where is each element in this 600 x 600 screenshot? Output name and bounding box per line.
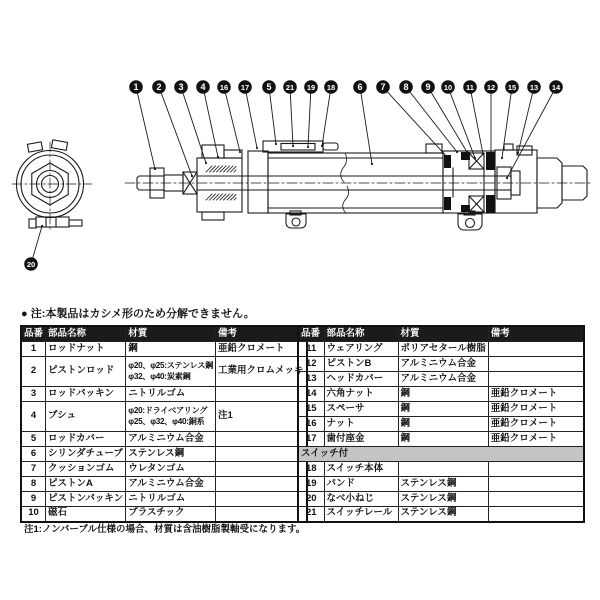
parts-row-11 xyxy=(298,342,584,357)
parts-row-9 xyxy=(21,492,307,507)
part-no: 9 xyxy=(21,492,46,507)
parts-row-13 xyxy=(298,372,584,387)
balloon-number: 4 xyxy=(200,82,206,92)
balloon-number: 11 xyxy=(466,83,474,92)
balloon-number: 14 xyxy=(551,83,561,92)
part-no: 19 xyxy=(298,477,324,492)
material: 鋼 xyxy=(398,402,488,417)
parts-table-right xyxy=(297,325,585,523)
parts-row-7 xyxy=(21,462,307,477)
leader-line xyxy=(203,87,218,157)
parts-row-16 xyxy=(298,417,584,432)
part-name: ピストンB xyxy=(324,357,398,372)
leader-line xyxy=(269,87,276,144)
balloon-20 xyxy=(24,225,43,271)
column-header: 備考 xyxy=(488,326,584,342)
balloon-number: 13 xyxy=(529,83,539,92)
balloon-number: 12 xyxy=(486,83,496,92)
material: ステンレス鋼 xyxy=(126,447,216,462)
material: アルミニウム合金 xyxy=(126,432,216,447)
parts-table-left xyxy=(20,325,308,523)
part-no: 13 xyxy=(298,372,324,387)
part-no: 15 xyxy=(298,402,324,417)
material: 鋼 xyxy=(126,342,216,357)
column-header: 品番 xyxy=(21,326,46,342)
parts-row-10 xyxy=(21,507,307,522)
part-name: スイッチ本体 xyxy=(324,462,398,477)
part-name: ピストンパッキン xyxy=(46,492,126,507)
part-no: 16 xyxy=(298,417,324,432)
parts-row-21 xyxy=(298,507,584,522)
part-name: ロッドカバー xyxy=(46,432,126,447)
header-row xyxy=(21,326,307,342)
footnote-note1: 注1:ノンバーブル仕様の場合、材質は含油樹脂製軸受になります。 xyxy=(24,524,306,535)
rod-cover-boss xyxy=(202,145,224,158)
part-no: 5 xyxy=(21,432,46,447)
column-header: 備考 xyxy=(216,326,307,342)
material: ポリアセタール樹脂 xyxy=(398,342,488,357)
material: φ20、φ25:ステンレス鋼 φ32、φ40:炭素鋼 xyxy=(126,357,216,387)
part-no: 8 xyxy=(21,477,46,492)
switch-body xyxy=(281,144,315,151)
part-no: 10 xyxy=(21,507,46,522)
part-name: バンド xyxy=(324,477,398,492)
leader-line xyxy=(360,87,372,164)
remark: 亜鉛クロメート xyxy=(488,387,584,402)
material: アルミニウム合金 xyxy=(398,372,488,387)
remark: 亜鉛クロメート xyxy=(488,417,584,432)
balloon-12 xyxy=(484,80,498,158)
material: ステンレス鋼 xyxy=(398,492,488,507)
part-name: ナット xyxy=(324,417,398,432)
part-name: 六角ナット xyxy=(324,387,398,402)
material: 鋼 xyxy=(398,387,488,402)
head-cover xyxy=(495,144,537,213)
header-row xyxy=(298,326,584,342)
balloon-number: 10 xyxy=(443,83,453,92)
remark xyxy=(488,372,584,387)
part-no: 12 xyxy=(298,357,324,372)
remark xyxy=(488,507,584,522)
parts-row-19 xyxy=(298,477,584,492)
part-name: スイッチレール xyxy=(324,507,398,522)
switch-bracket xyxy=(36,217,69,227)
remark: 工業用クロムメッキ xyxy=(216,357,307,387)
remark: 注1 xyxy=(216,402,307,432)
parts-row-12 xyxy=(298,357,584,372)
balloon-14 xyxy=(506,80,563,179)
balloon-number: 8 xyxy=(403,82,409,92)
part-no: 6 xyxy=(21,447,46,462)
part-name: ピストンロッド xyxy=(46,357,126,387)
part-name: クッションゴム xyxy=(46,462,126,477)
part-no: 20 xyxy=(298,492,324,507)
part-name: ウェアリング xyxy=(324,342,398,357)
leader-line xyxy=(245,87,257,148)
part-no: 7 xyxy=(21,462,46,477)
part-no: 11 xyxy=(298,342,324,357)
parts-row-14 xyxy=(298,387,584,402)
balloon-4 xyxy=(196,80,219,158)
leader-line xyxy=(290,87,293,146)
leader-line xyxy=(507,87,556,178)
rail-end-cap xyxy=(323,143,338,150)
remark xyxy=(488,342,584,357)
balloon-number: 5 xyxy=(266,82,272,92)
leader-line xyxy=(136,87,155,169)
rod-cover xyxy=(197,158,242,212)
material: ステンレス鋼 xyxy=(398,507,488,522)
remark xyxy=(216,387,307,402)
crimp-collar xyxy=(248,151,268,213)
balloon-number: 17 xyxy=(240,83,250,92)
leader-line xyxy=(470,87,483,154)
remark xyxy=(216,462,307,477)
material: ニトリルゴム xyxy=(126,492,216,507)
balloon-18 xyxy=(321,80,338,147)
remark xyxy=(216,447,307,462)
tube-break-line xyxy=(341,153,347,182)
part-no: 21 xyxy=(298,507,324,522)
remark xyxy=(216,492,307,507)
balloon-21 xyxy=(283,80,297,147)
part-no: 2 xyxy=(21,357,46,387)
column-header: 材質 xyxy=(398,326,488,342)
port-tab-right-icon xyxy=(51,140,67,150)
leader-line xyxy=(502,87,512,158)
material: φ20:ドライベアリング φ25、φ32、φ40:銅系 xyxy=(126,402,216,432)
balloon-number: 21 xyxy=(285,83,295,92)
leader-line xyxy=(181,87,206,163)
balloon-number: 6 xyxy=(357,82,363,92)
material xyxy=(398,462,488,477)
balloon-16 xyxy=(217,80,241,153)
balloon-13 xyxy=(517,80,541,154)
balloon-6 xyxy=(353,80,373,165)
remark xyxy=(488,357,584,372)
part-name: 磁石 xyxy=(46,507,126,522)
parts-row-3 xyxy=(21,387,307,402)
balloon-number: 15 xyxy=(507,83,517,92)
remark: 亜鉛クロメート xyxy=(216,342,307,357)
remark xyxy=(488,477,584,492)
piston-assembly xyxy=(443,151,495,213)
assembly-note: ● 注:本製品はカシメ形のため分解できません。 xyxy=(21,308,255,320)
parts-row-17 xyxy=(298,432,584,447)
port-tab-left-icon xyxy=(27,142,42,152)
parts-row-5 xyxy=(21,432,307,447)
leader-line xyxy=(224,87,240,152)
balloon-19 xyxy=(304,80,318,148)
balloon-number: 18 xyxy=(326,83,336,92)
balloon-number: 2 xyxy=(156,82,162,92)
part-name: ブシュ xyxy=(46,402,126,432)
part-no: 17 xyxy=(298,432,324,447)
part-name: シリンダチューブ xyxy=(46,447,126,462)
part-name: ロッドナット xyxy=(46,342,126,357)
leader-line xyxy=(406,87,457,152)
part-no: 1 xyxy=(21,342,46,357)
remark xyxy=(216,432,307,447)
parts-row-18 xyxy=(298,462,584,477)
leader-line xyxy=(322,87,331,146)
balloon-7 xyxy=(376,80,448,158)
mounting-foot-front xyxy=(286,211,306,228)
remark xyxy=(216,477,307,492)
part-name: ロッドパッキン xyxy=(46,387,126,402)
part-no: 18 xyxy=(298,462,324,477)
remark xyxy=(216,507,307,522)
column-header: 材質 xyxy=(126,326,216,342)
parts-row-1 xyxy=(21,342,307,357)
balloon-number: 20 xyxy=(26,260,36,269)
material: 鋼 xyxy=(398,417,488,432)
parts-row-4 xyxy=(21,402,307,432)
remark: 亜鉛クロメート xyxy=(488,402,584,417)
balloon-11 xyxy=(463,80,484,155)
part-name: 歯付座金 xyxy=(324,432,398,447)
part-no: 14 xyxy=(298,387,324,402)
leader-line xyxy=(159,87,192,176)
material: 鋼 xyxy=(398,432,488,447)
balloon-number: 16 xyxy=(219,83,229,92)
parts-row-2 xyxy=(21,357,307,387)
balloon-17 xyxy=(238,80,258,149)
leader-line xyxy=(308,87,311,147)
balloon-number: 7 xyxy=(380,82,386,92)
head-port-boss xyxy=(504,144,513,150)
part-name: なべ小ねじ xyxy=(324,492,398,507)
parts-row-15 xyxy=(298,402,584,417)
leader-line xyxy=(383,87,447,157)
balloon-2 xyxy=(152,80,193,177)
column-header: 部品名称 xyxy=(324,326,398,342)
mounting-foot-rear xyxy=(458,211,482,230)
part-name: ピストンA xyxy=(46,477,126,492)
material: アルミニウム合金 xyxy=(398,357,488,372)
column-header: 品番 xyxy=(298,326,324,342)
column-header: 部品名称 xyxy=(46,326,126,342)
remark xyxy=(488,462,584,477)
material: プラスチック xyxy=(126,507,216,522)
material: ステンレス鋼 xyxy=(398,477,488,492)
remark: 亜鉛クロメート xyxy=(488,432,584,447)
part-no: 3 xyxy=(21,387,46,402)
part-name: スペーサ xyxy=(324,402,398,417)
balloon-number: 19 xyxy=(306,83,316,92)
balloon-1 xyxy=(129,80,156,170)
balloon-5 xyxy=(262,80,277,145)
material: ニトリルゴム xyxy=(126,387,216,402)
centerline xyxy=(12,142,592,230)
material: ウレタンゴム xyxy=(126,462,216,477)
leader-line xyxy=(448,87,475,158)
balloon-15 xyxy=(501,80,519,159)
remark xyxy=(488,492,584,507)
parts-row-6 xyxy=(21,447,307,462)
balloon-number: 3 xyxy=(178,82,184,92)
parts-row-20 xyxy=(298,492,584,507)
switch-section-row xyxy=(298,447,584,462)
balloon-number: 9 xyxy=(425,82,431,92)
switch-section-label: スイッチ付 xyxy=(298,447,584,462)
parts-row-8 xyxy=(21,477,307,492)
part-no: 4 xyxy=(21,402,46,432)
material: アルミニウム合金 xyxy=(126,477,216,492)
part-name: ヘッドカバー xyxy=(324,372,398,387)
balloon-number: 1 xyxy=(133,82,139,92)
